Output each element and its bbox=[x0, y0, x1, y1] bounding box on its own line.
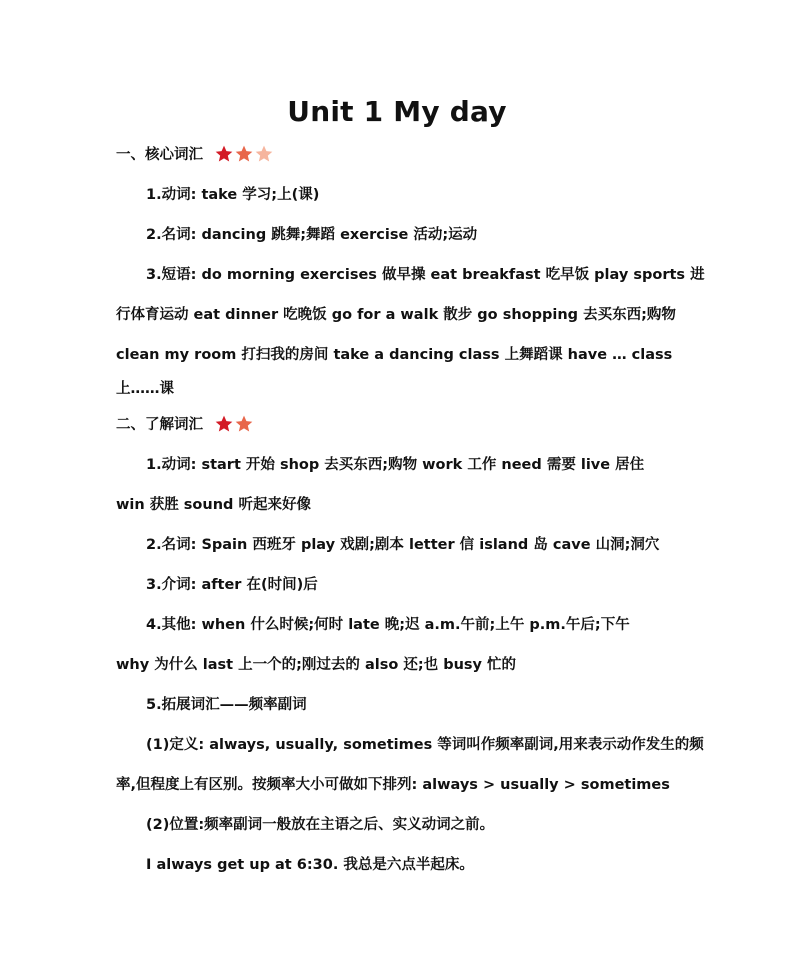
star-icon bbox=[233, 414, 255, 434]
star-icon bbox=[233, 144, 255, 164]
section-heading-text: 二、了解词汇 bbox=[116, 417, 203, 433]
vocab-line: (2)位置:频率副词一般放在主语之后、实义动词之前。 bbox=[146, 817, 495, 833]
vocab-line: clean my room 打扫我的房间 take a dancing class 上舞蹈课 have … class bbox=[116, 347, 673, 363]
vocab-line: 1.动词: take 学习;上(课) bbox=[146, 187, 320, 203]
vocab-line: why 为什么 last 上一个的;刚过去的 also 还;也 busy 忙的 bbox=[116, 657, 517, 673]
vocab-line: 1.动词: start 开始 shop 去买东西;购物 work 工作 need 需要 live 居住 bbox=[146, 457, 645, 473]
rating-stars bbox=[213, 414, 253, 434]
vocab-line: 2.名词: dancing 跳舞;舞蹈 exercise 活动;运动 bbox=[146, 227, 478, 243]
star-icon bbox=[213, 414, 235, 434]
vocab-line: 上……课 bbox=[116, 381, 174, 397]
vocab-line: 2.名词: Spain 西班牙 play 戏剧;剧本 letter 信 island 岛 cave 山洞;洞穴 bbox=[146, 537, 660, 553]
section-heading-core-vocabulary bbox=[116, 143, 273, 164]
vocab-line: 5.拓展词汇——频率副词 bbox=[146, 697, 307, 713]
page-title: Unit 1 My day bbox=[287, 95, 507, 128]
rating-stars bbox=[213, 144, 273, 164]
vocab-line: 3.短语: do morning exercises 做早操 eat breakfast 吃早饭 play sports 进 bbox=[146, 267, 705, 283]
vocab-line: 率,但程度上有区别。按频率大小可做如下排列: always > usually > sometimes bbox=[116, 777, 670, 793]
vocab-line: 3.介词: after 在(时间)后 bbox=[146, 577, 318, 593]
section-heading-understand-vocabulary bbox=[116, 413, 253, 434]
vocab-line: 行体育运动 eat dinner 吃晚饭 go for a walk 散步 go shopping 去买东西;购物 bbox=[116, 307, 676, 323]
vocab-line: (1)定义: always, usually, sometimes 等词叫作频率副词,用来表示动作发生的频 bbox=[146, 737, 704, 753]
star-icon bbox=[253, 144, 275, 164]
vocab-line: win 获胜 sound 听起来好像 bbox=[116, 497, 311, 513]
star-icon bbox=[213, 144, 235, 164]
section-heading-text: 一、核心词汇 bbox=[116, 147, 203, 163]
vocab-line: 4.其他: when 什么时候;何时 late 晚;迟 a.m.午前;上午 p.m.午后;下午 bbox=[146, 617, 630, 633]
example-sentence: I always get up at 6:30. 我总是六点半起床。 bbox=[146, 857, 474, 873]
